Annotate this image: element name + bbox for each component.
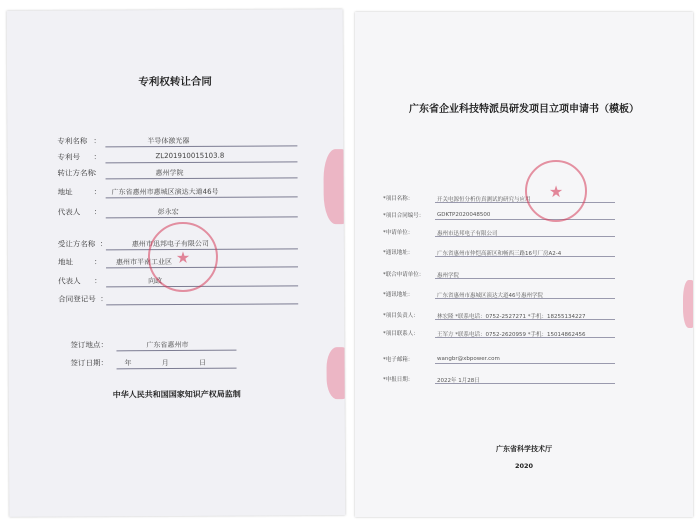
application-footer-org: 广东省科学技术厅 bbox=[496, 445, 552, 453]
company-seal-stamp bbox=[148, 222, 218, 292]
field-label: *联合申请单位： bbox=[383, 272, 425, 278]
field-underline bbox=[106, 216, 298, 218]
field-colon: ： bbox=[93, 257, 102, 267]
field-label: 转让方名称 bbox=[57, 168, 96, 178]
field-colon: ： bbox=[93, 207, 102, 217]
field-label: 专利号 bbox=[57, 152, 80, 162]
field-value: 广东省惠州市惠城区演达大道46号惠州学院 bbox=[437, 293, 543, 299]
seal-bleed-mark bbox=[326, 347, 345, 399]
field-label: 受让方名称 bbox=[57, 239, 96, 249]
field-colon: ： bbox=[100, 294, 108, 304]
field-label: *通讯地址： bbox=[383, 292, 414, 298]
field-value: 林宏隆 *联系电话：0752-2527271 *手机：18255134227 bbox=[437, 314, 586, 320]
field-label: *项目联系人： bbox=[383, 331, 419, 337]
sign-place-value: 广东省惠州市 bbox=[146, 340, 189, 350]
field-label: 专利名称 bbox=[57, 136, 88, 146]
field-colon: ： bbox=[93, 136, 101, 146]
seal-star-icon: ★ bbox=[548, 182, 564, 201]
field-value: GDKTP2020048500 bbox=[437, 212, 491, 218]
field-underline bbox=[435, 278, 615, 279]
field-underline bbox=[105, 145, 297, 147]
field-value: 惠州学院 bbox=[437, 273, 460, 279]
field-colon: ： bbox=[94, 276, 102, 286]
field-colon: ： bbox=[93, 187, 102, 197]
field-value: 惠州市平南工业区 bbox=[115, 258, 173, 267]
field-underline bbox=[435, 363, 615, 364]
field-label: 地址 bbox=[57, 257, 74, 267]
field-value: 惠州学院 bbox=[155, 168, 184, 178]
field-value: 广东省惠州市惠城区演达大道46号 bbox=[111, 187, 219, 197]
field-label: *申报日期： bbox=[383, 377, 414, 383]
contract-footer: 中华人民共和国国家知识产权局监制 bbox=[112, 389, 241, 400]
field-value: 王军方 *联系电话：0752-2620959 *手机：15014862456 bbox=[437, 332, 586, 338]
sign-place-label: 签订地点： bbox=[70, 340, 108, 350]
sign-date-underline bbox=[117, 368, 237, 370]
project-application-page bbox=[355, 12, 693, 517]
field-label: *申请单位： bbox=[383, 230, 414, 236]
seal-bleed-mark bbox=[683, 280, 693, 328]
field-colon: ： bbox=[93, 168, 102, 178]
field-label: *项目名称： bbox=[383, 196, 414, 202]
sign-date-label: 签订日期： bbox=[70, 358, 109, 368]
field-value: wangbr@xbpower.com bbox=[437, 356, 500, 362]
field-value: 彭永宏 bbox=[157, 207, 179, 217]
field-label: 代表人 bbox=[57, 207, 81, 217]
field-value: ZL201910015103.8 bbox=[155, 151, 225, 161]
contract-title: 专利权转让合同 bbox=[138, 75, 212, 89]
field-underline bbox=[105, 161, 297, 163]
patent-transfer-contract-page bbox=[7, 9, 346, 517]
application-title: 广东省企业科技特派员研发项目立项申请书（模板） bbox=[409, 104, 639, 115]
field-underline bbox=[106, 177, 298, 179]
field-underline bbox=[106, 303, 298, 305]
company-seal-stamp bbox=[525, 160, 587, 222]
seal-star-icon: ★ bbox=[175, 247, 191, 268]
field-value: 惠州市迅邦电子有限公司 bbox=[131, 239, 209, 249]
field-value: 向政 bbox=[148, 277, 163, 286]
field-colon: ： bbox=[99, 239, 108, 249]
field-label: *通讯地址： bbox=[383, 250, 414, 256]
seal-bleed-mark bbox=[323, 149, 345, 224]
field-value: 2022年 1月28日 bbox=[437, 378, 480, 384]
field-label: *项目负责人： bbox=[383, 313, 419, 319]
field-label: 合同登记号 bbox=[58, 294, 96, 304]
field-value: 半导体激光器 bbox=[147, 136, 190, 146]
sign-place-underline bbox=[116, 350, 236, 352]
field-label: 地址 bbox=[57, 187, 73, 197]
field-value: 惠州市迅邦电子有限公司 bbox=[437, 231, 498, 237]
application-footer-year: 2020 bbox=[514, 462, 534, 470]
field-colon: ： bbox=[93, 152, 101, 162]
field-label: *电子邮箱： bbox=[383, 357, 414, 363]
field-label: 代表人 bbox=[58, 276, 81, 286]
field-value: 广东省惠州市仲恺高新区和畅西三路16号厂房A2-4 bbox=[437, 251, 562, 257]
sign-date-value: 年 月 日 bbox=[124, 358, 206, 368]
field-label: *项目合同编号： bbox=[383, 213, 425, 219]
field-value: 开关电源恒分析仿真测试的研究与应用 bbox=[437, 197, 531, 203]
field-underline bbox=[435, 219, 615, 220]
